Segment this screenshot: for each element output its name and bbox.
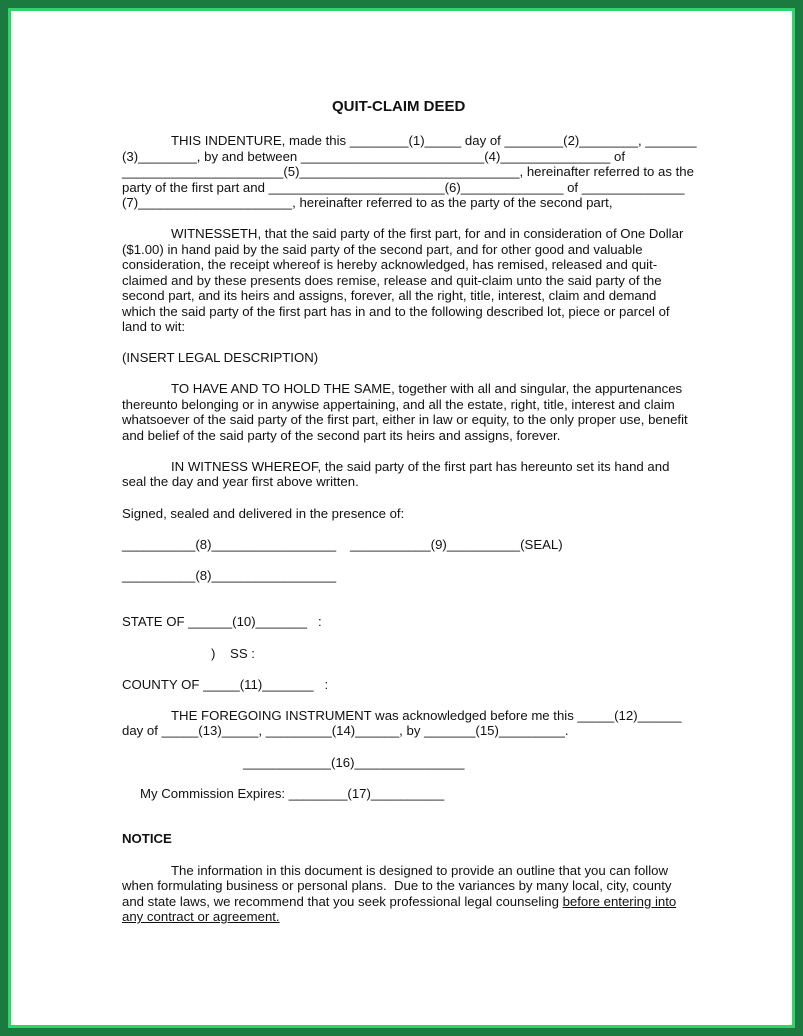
notary-signature-line: ____________(16)_______________ — [243, 755, 465, 770]
notice-heading: NOTICE — [122, 831, 172, 846]
witnesseth-line: land to wit: — [122, 319, 186, 334]
signature-witness-1: __________(8)_________________ — [122, 537, 337, 552]
notice-line-3 — [122, 894, 676, 910]
signature-witness-2: __________(8)_________________ — [122, 568, 337, 583]
habendum-line: and belief of the said party of the second part its heirs and assigns, forever. — [122, 428, 561, 443]
indenture-line: THIS INDENTURE, made this ________(1)_____ day of ________(2)________, _______ — [171, 133, 697, 148]
witnesseth-line: ($1.00) in hand paid by the said party of the second part, and for other good and valuable — [122, 242, 643, 257]
witness-whereof-line: IN WITNESS WHEREOF, the said party of the first part has hereunto set its hand and — [171, 459, 670, 474]
habendum-line: whatsoever of the said party of the first part, either in law or equity, to the only proper use, benefit — [122, 412, 688, 427]
witnesseth-line: WITNESSETH, that the said party of the first part, for and in consideration of One Dollar — [171, 226, 684, 241]
foregoing-line: THE FOREGOING INSTRUMENT was acknowledged before me this _____(12)______ — [171, 708, 682, 723]
habendum-line: TO HAVE AND TO HOLD THE SAME, together with all and singular, the appurtenances — [171, 381, 683, 396]
notice-underlined-line: any contract or agreement. — [122, 909, 280, 924]
witnesseth-line: consideration, the receipt whereof is hereby acknowledged, has remised, released and quit- — [122, 257, 658, 272]
notice-line: The information in this document is designed to provide an outline that you can follow — [171, 863, 669, 878]
witnesseth-line: second part, and its heirs and assigns, forever, all the right, title, interest, claim and demand — [122, 288, 657, 303]
witnesseth-line: which the said party of the first part has in and to the following described lot, piece or parcel of — [122, 304, 670, 319]
indenture-line: ______________________(5)______________________________, hereinafter referred to as the — [122, 164, 694, 179]
legal-description: (INSERT LEGAL DESCRIPTION) — [122, 350, 319, 365]
notice-line: when formulating business or personal plans. Due to the variances by many local, city, county — [122, 878, 672, 893]
ss-marker: ) SS : — [211, 646, 255, 661]
foregoing-line: day of _____(13)_____, _________(14)______, by _______(15)_________. — [122, 723, 569, 738]
indenture-line: party of the first part and ________________________(6)______________ of ______________ — [122, 180, 685, 195]
witness-whereof-line: seal the day and year first above written. — [122, 474, 359, 489]
notice-text: and state laws, we recommend that you seek professional legal counseling — [122, 894, 563, 909]
witnesseth-line: claimed and by these presents does remise, release and quit-claim unto the said party of the — [122, 273, 662, 288]
indenture-line: (7)_____________________, hereinafter referred to as the party of the second part, — [122, 195, 613, 210]
signed-sealed: Signed, sealed and delivered in the presence of: — [122, 506, 405, 521]
notice-underlined-text: before entering into — [562, 894, 677, 909]
indenture-line: (3)________, by and between _________________________(4)_______________ of — [122, 149, 626, 164]
commission-expires: My Commission Expires: ________(17)__________ — [140, 786, 445, 801]
state-of: STATE OF ______(10)_______ : — [122, 614, 322, 629]
signature-party: ___________(9)__________(SEAL) — [350, 537, 563, 552]
document-title: QUIT-CLAIM DEED — [332, 98, 466, 115]
habendum-line: thereunto belonging or in anywise appertaining, and all the estate, right, title, interest and claim — [122, 397, 675, 412]
county-of: COUNTY OF _____(11)_______ : — [122, 677, 329, 692]
